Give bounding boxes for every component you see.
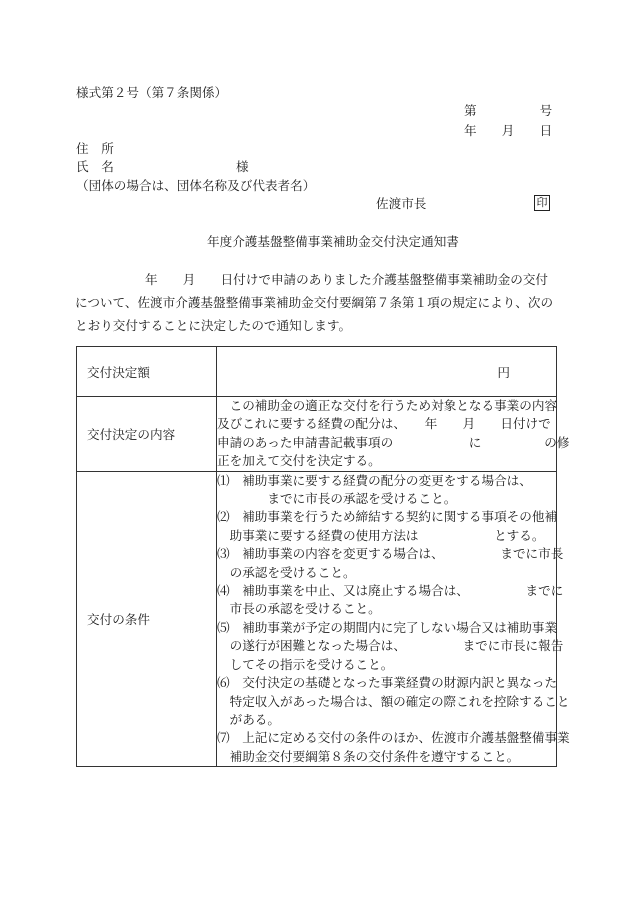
body-line: とおり交付することに決定したので通知します。 xyxy=(75,318,352,333)
name-label: 氏 名 xyxy=(76,159,114,174)
yen-unit: 円 xyxy=(497,365,510,380)
condition-line: 補助金交付要綱第８条の交付条件を遵守すること。 xyxy=(217,748,520,764)
document-date: 年 月 日 xyxy=(464,123,553,138)
notice-body xyxy=(75,268,555,337)
condition-line: がある。 xyxy=(217,711,280,727)
content-line: この補助金の適正な交付を行うため対象となる事業の内容 xyxy=(217,398,558,413)
condition-line: 特定収入があった場合は、額の確定の際これを控除すること xyxy=(217,693,570,709)
condition-line: ⑸ 補助事業が予定の期間内に完了しない場合又は補助事業 xyxy=(217,619,558,635)
condition-line: の遂行が困難となった場合は、 までに市長に報告 xyxy=(217,638,564,654)
condition-line: ⑶ 補助事業の内容を変更する場合は、 までに市長 xyxy=(217,546,564,562)
table-label: 交付の条件 xyxy=(77,471,217,767)
document-number: 第 号 xyxy=(464,103,553,118)
condition-line: ⑺ 上記に定める交付の条件のほか、佐渡市介護基盤整備事業 xyxy=(217,730,570,746)
content-line: 正を加えて交付を決定する。 xyxy=(217,453,381,469)
condition-line: ⑷ 補助事業を中止、又は廃止する場合は、 までに xyxy=(217,583,564,599)
condition-line: ⑵ 補助事業を行うため締結する契約に関する事項その他補 xyxy=(217,509,558,525)
address-label: 住 所 xyxy=(76,141,114,156)
body-line: について、佐渡市介護基盤整備事業補助金交付要綱第７条第１項の規定により、次の xyxy=(75,295,554,310)
condition-line: までに市長の承認を受けること。 xyxy=(217,491,457,507)
form-number: 様式第２号（第７条関係） xyxy=(76,85,228,100)
seal-mark: 印 xyxy=(534,195,550,211)
group-note: （団体の場合は、団体名称及び代表者名） xyxy=(76,178,316,193)
body-line: 年 月 日付けで申請のありました介護基盤整備事業補助金の交付 xyxy=(145,272,548,287)
table-label: 交付決定額 xyxy=(77,347,217,397)
condition-line: してその指示を受けること。 xyxy=(217,656,394,672)
condition-line: の承認を受けること。 xyxy=(217,564,356,580)
condition-line: 市長の承認を受けること。 xyxy=(217,601,381,617)
table-label: 交付決定の内容 xyxy=(77,397,217,472)
table-row-conditions xyxy=(77,471,557,767)
amount-cell xyxy=(217,347,557,397)
content-line: 及びこれに要する経費の配分は、 年 月 日付けで xyxy=(217,416,551,432)
table-row-content xyxy=(77,397,557,472)
condition-line: ⑹ 交付決定の基礎となった事業経費の財源内訳と異なった xyxy=(217,675,558,691)
condition-line: 助事業に要する経費の使用方法は とする。 xyxy=(217,527,545,543)
content-cell xyxy=(217,397,570,472)
table-row-amount xyxy=(77,347,557,397)
decision-table xyxy=(76,346,570,767)
condition-line: ⑴ 補助事業に要する経費の配分の変更をする場合は、 xyxy=(217,472,532,488)
issuer-name: 佐渡市長 xyxy=(376,196,427,211)
document-title: 年度介護基盤整備事業補助金交付決定通知書 xyxy=(207,234,459,249)
content-line: 申請のあった申請書記載事項の に の修 xyxy=(217,434,570,450)
honorific: 様 xyxy=(236,159,249,174)
conditions-cell xyxy=(217,471,570,767)
